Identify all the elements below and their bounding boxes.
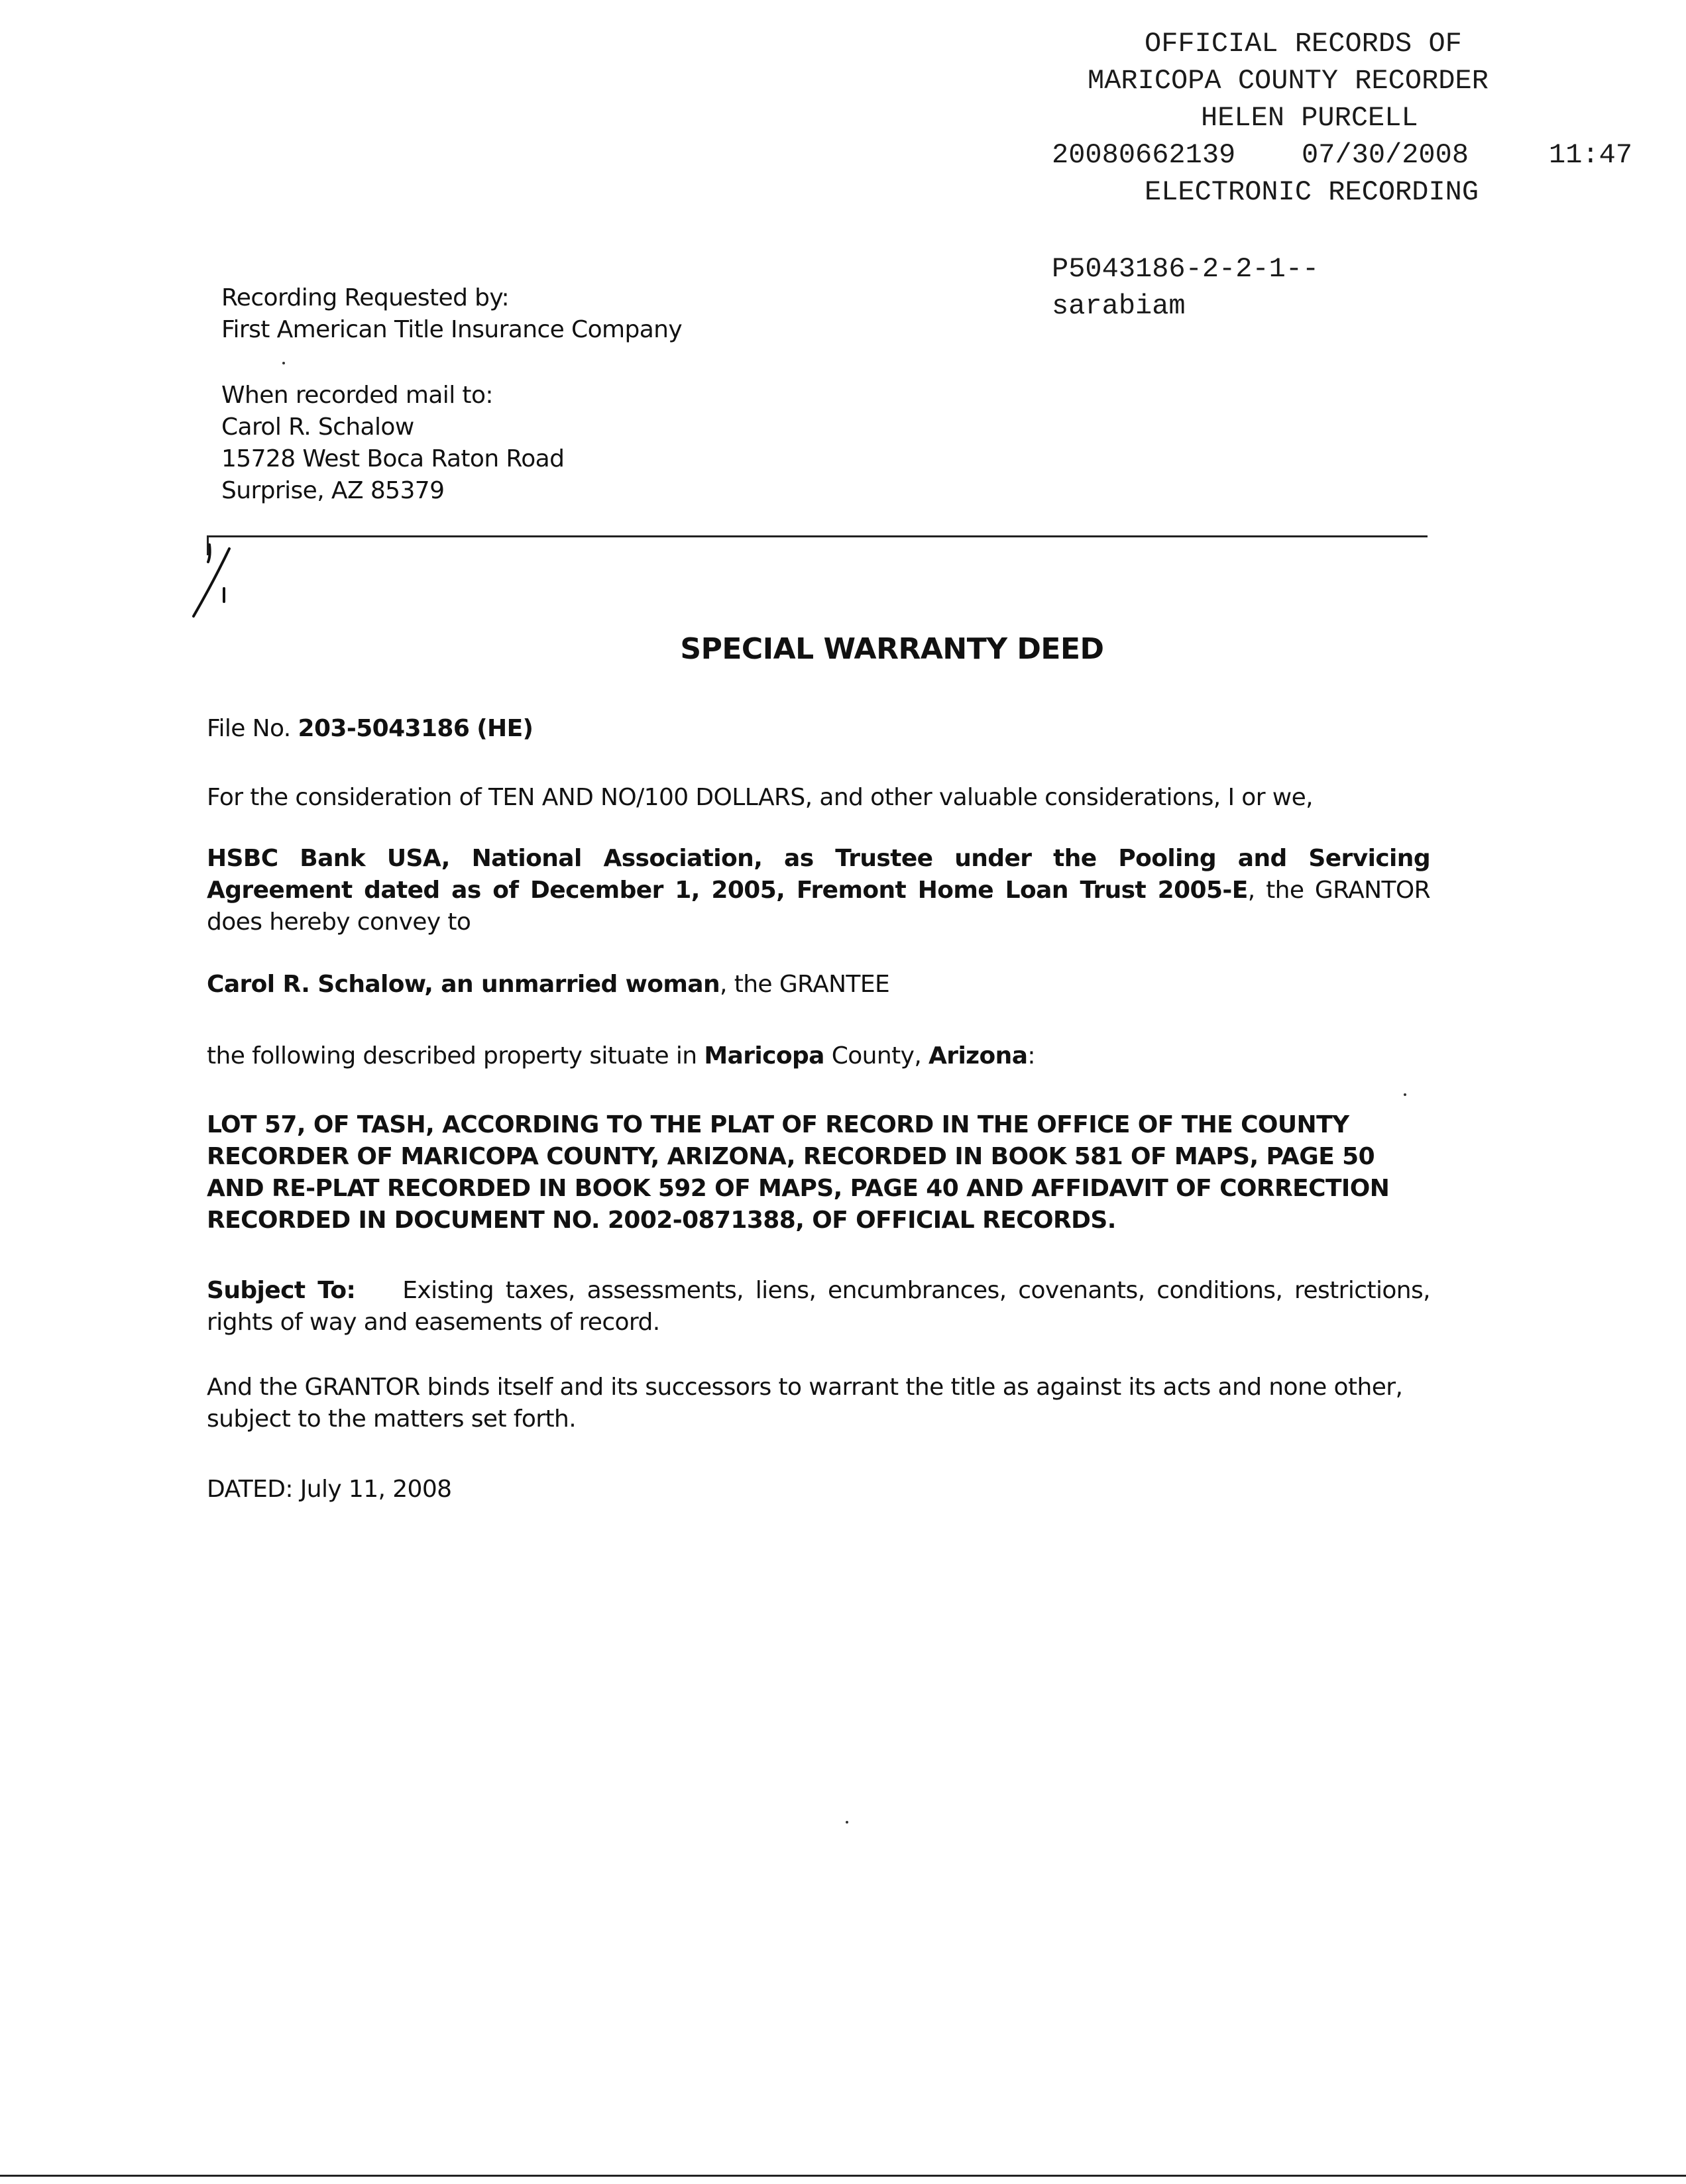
grantor-name: HSBC Bank USA, National Association, as Trustee under the Pooling and Servicing Agreement dated as of December 1, 2005, Fremont Home Loan Trust 2005-E	[207, 845, 1430, 904]
grantor-conveyance-text: , the GRANTOR does hereby convey to	[207, 877, 1430, 936]
property-middle: County,	[824, 1042, 929, 1069]
warranty-paragraph: And the GRANTOR binds itself and its successors to warrant the title as against its acts and none other, subject to the matters set forth.	[207, 1374, 1403, 1433]
stamp-line-official-records: OFFICIAL RECORDS OF	[1145, 28, 1462, 60]
header-divider	[207, 535, 1428, 537]
recording-requested-company: First American Title Insurance Company	[221, 316, 683, 343]
legal-description	[207, 1109, 1479, 1236]
property-state: Arizona	[928, 1042, 1028, 1069]
grantor-paragraph	[207, 843, 1430, 938]
grantee-name: Carol R. Schalow, an unmarried woman	[207, 971, 720, 998]
legal-description-line: RECORDED IN DOCUMENT NO. 2002-0871388, OF OFFICIAL RECORDS.	[207, 1207, 1116, 1234]
mail-to-name: Carol R. Schalow	[221, 413, 414, 441]
mail-to-label: When recorded mail to:	[221, 382, 493, 409]
mail-to-city-state-zip: Surprise, AZ 85379	[221, 477, 445, 504]
legal-description-line: RECORDER OF MARICOPA COUNTY, ARIZONA, RECORDED IN BOOK 581 OF MAPS, PAGE 50	[207, 1143, 1375, 1170]
stamp-line-electronic-recording: ELECTRONIC RECORDING	[1145, 176, 1479, 208]
property-suffix: :	[1027, 1042, 1035, 1069]
property-county: Maricopa	[704, 1042, 824, 1069]
file-number-value: 203-5043186	[298, 715, 470, 742]
speck	[1404, 1093, 1406, 1096]
recording-requested-block	[221, 282, 682, 346]
mail-to-street: 15728 West Boca Raton Road	[221, 445, 565, 472]
subject-to-paragraph	[207, 1275, 1430, 1338]
legal-description-line: LOT 57, OF TASH, ACCORDING TO THE PLAT OF RECORD IN THE OFFICE OF THE COUNTY	[207, 1111, 1349, 1138]
speck	[846, 1821, 848, 1824]
handwritten-page-mark	[179, 542, 252, 622]
stamp-user-id: sarabiam	[1052, 290, 1186, 322]
stamp-date: 07/30/2008	[1302, 139, 1469, 171]
stamp-time: 11:47	[1549, 139, 1633, 171]
consideration-paragraph: For the consideration of TEN AND NO/100 DOLLARS, and other valuable considerations, I or we,	[207, 784, 1314, 811]
grantee-paragraph	[207, 969, 889, 1001]
subject-to-label: Subject To:	[207, 1277, 356, 1304]
stamp-batch-id: P5043186-2-2-1--	[1052, 253, 1320, 285]
subject-to-text: Existing taxes, assessments, liens, encumbrances, covenants, conditions, restrictions, rights of way and easements of record.	[207, 1277, 1431, 1336]
mail-to-block	[221, 380, 564, 507]
dated-date: July 11, 2008	[300, 1476, 452, 1503]
file-number-line	[207, 713, 533, 745]
property-prefix: the following described property situate in	[207, 1042, 704, 1069]
speck	[282, 362, 285, 364]
grantee-text: , the GRANTEE	[720, 971, 890, 998]
dated-line	[207, 1474, 451, 1505]
page-bottom-edge	[0, 2175, 1686, 2177]
recording-requested-label: Recording Requested by:	[221, 284, 510, 311]
stamp-line-county-recorder: MARICOPA COUNTY RECORDER	[1088, 65, 1489, 97]
file-number-label: File No.	[207, 715, 291, 742]
property-location-paragraph	[207, 1040, 1035, 1072]
legal-description-line: AND RE-PLAT RECORDED IN BOOK 592 OF MAPS, PAGE 40 AND AFFIDAVIT OF CORRECTION	[207, 1175, 1390, 1202]
file-number-suffix: (HE)	[477, 715, 534, 742]
dated-label: DATED:	[207, 1476, 293, 1503]
stamp-doc-number: 20080662139	[1052, 139, 1236, 171]
document-title: SPECIAL WARRANTY DEED	[680, 632, 1104, 666]
stamp-line-recorder-name: HELEN PURCELL	[1201, 102, 1418, 134]
